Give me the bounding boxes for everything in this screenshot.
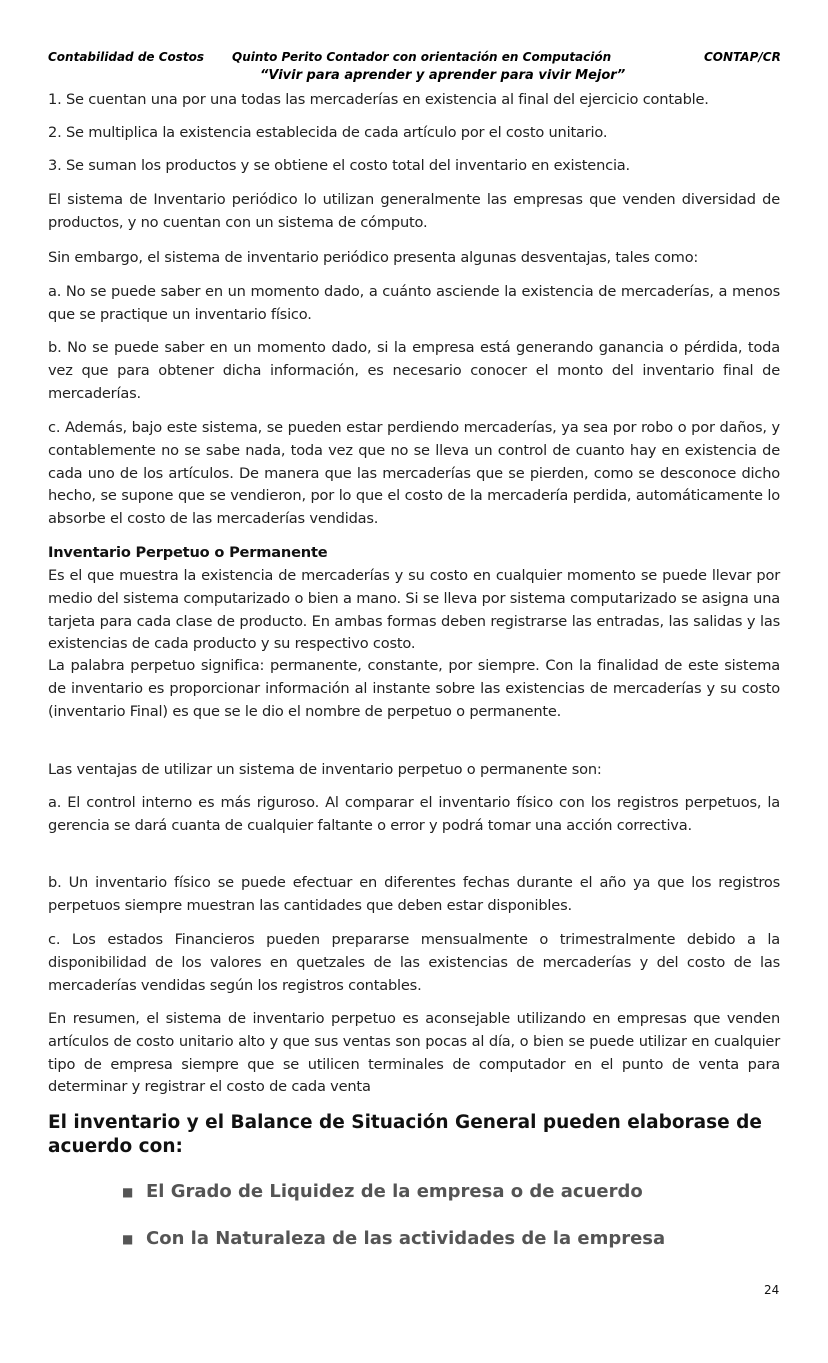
paragraph: 3. Se suman los productos y se obtiene el costo total del inventario en existencia. [48, 157, 630, 174]
header-motto: “Vivir para aprender y aprender para vivir Mejor” [260, 68, 626, 83]
bullet-item [122, 1181, 643, 1202]
bullet-icon: ■ [122, 1232, 134, 1246]
paragraph: a. El control interno es más riguroso. Al comparar el inventario físico con los registros perpetuos, la gerencia se dará cuanta de cualquier faltante o error y podrá tomar una acción correctiva. [48, 794, 780, 834]
paragraph: c. Además, bajo este sistema, se pueden estar perdiendo mercaderías, ya sea por robo o por daños, y contablemente no se sabe nada, toda vez que no se lleva un control de cuanto hay en existencia de cada uno de los artículos. De manera que las mercaderías que se pierden, como se desconoce dicho hecho, se supone que se vendieron, por lo que el costo de la mercadería perdida, automáticamente lo absorbe el costo de las mercaderías vendidas. [48, 419, 780, 528]
bullet-icon: ■ [122, 1185, 134, 1199]
header-program: Quinto Perito Contador con orientación en Computación [232, 50, 612, 64]
header-author: CONTAP/CR [704, 50, 781, 64]
page-number: 24 [764, 1283, 780, 1297]
header-course: Contabilidad de Costos [48, 50, 205, 64]
bullet-text: El Grado de Liquidez de la empresa o de acuerdo [146, 1181, 643, 1202]
paragraph: b. Un inventario físico se puede efectuar en diferentes fechas durante el año ya que los registros perpetuos siempre muestran las cantidades que deben estar disponibles. [48, 874, 780, 914]
bullet-item [122, 1228, 665, 1249]
paragraph: a. No se puede saber en un momento dado, a cuánto asciende la existencia de mercaderías, a menos que se practique un inventario físico. [48, 283, 780, 323]
paragraph: 1. Se cuentan una por una todas las mercaderías en existencia al final del ejercicio contable. [48, 91, 709, 108]
paragraph: Es el que muestra la existencia de mercaderías y su costo en cualquier momento se puede llevar por medio del sistema computarizado o bien a mano. Si se lleva por sistema computarizado se asigna una tarjeta para cada clase de producto. En ambas formas deben registrarse las entradas, las salidas y las existencias de cada producto y su respectivo costo. [48, 567, 780, 653]
paragraph: Sin embargo, el sistema de inventario periódico presenta algunas desventajas, tales como: [48, 249, 699, 266]
paragraph: El sistema de Inventario periódico lo utilizan generalmente las empresas que venden diversidad de productos, y no cuentan con un sistema de cómputo. [48, 191, 780, 231]
paragraph: b. No se puede saber en un momento dado, si la empresa está generando ganancia o pérdida, toda vez que para obtener dicha información, es necesario conocer el monto del inventario final de mercaderías. [48, 339, 780, 402]
bullet-text: Con la Naturaleza de las actividades de la empresa [146, 1228, 666, 1249]
paragraph: La palabra perpetuo significa: permanente, constante, por siempre. Con la finalidad de este sistema de inventario es proporcionar información al instante sobre las existencias de mercaderías y su costo (inventario Final) es que se le dio el nombre de perpetuo o permanente. [48, 657, 780, 720]
section-heading: Inventario Perpetuo o Permanente [48, 544, 328, 561]
big-heading: El inventario y el Balance de Situación General pueden elaborase de acuerdo con: [48, 1112, 762, 1157]
paragraph: 2. Se multiplica la existencia establecida de cada artículo por el costo unitario. [48, 124, 608, 141]
paragraph: c. Los estados Financieros pueden prepararse mensualmente o trimestralmente debido a la disponibilidad de los valores en quetzales de las existencias de mercaderías y del costo de las mercaderías vendidas según los registros contables. [48, 931, 780, 994]
paragraph: En resumen, el sistema de inventario perpetuo es aconsejable utilizando en empresas que venden artículos de costo unitario alto y que sus ventas son pocas al día, o bien se puede utilizar en cualquier tipo de empresa siempre que se utilicen terminales de computador en el punto de venta para determinar y registrar el costo de cada venta [48, 1010, 780, 1096]
paragraph: Las ventajas de utilizar un sistema de inventario perpetuo o permanente son: [48, 761, 602, 778]
